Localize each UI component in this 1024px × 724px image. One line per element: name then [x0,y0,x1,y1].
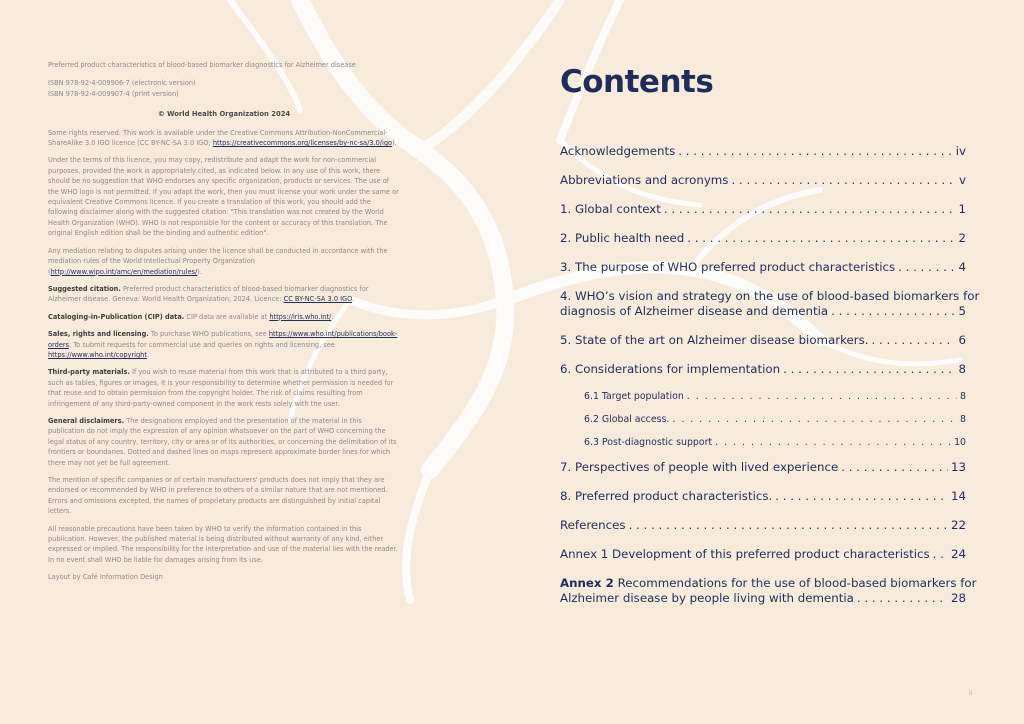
copyright-notice: © World Health Organization 2024 [157,110,291,119]
sales-paragraph: Sales, rights and licensing. To purchase WHO publications, see https://www.who.int/publications/book-orders. To submit requests for commercial use and queries on rights and licensing, see https://www.who.int/copyright. [48,330,398,359]
licence-link[interactable]: CC BY-NC-SA 3.0 IGO [283,295,353,304]
leader-dots [731,173,956,188]
toc-page-number: v [959,173,966,187]
toc-page-number: 8 [958,362,966,376]
toc-item-references[interactable]: References . . . 22 [560,518,966,533]
toc-item-annex-1[interactable]: Annex 1 Development of this preferred product characteristics . . . 24 [560,547,966,562]
toc-page-number: 4 [958,260,966,274]
toc-item-preferred-characteristics[interactable]: 8. Preferred product characteristics. . . . 14 [560,489,966,504]
isbn-block [48,78,400,99]
wipo-link[interactable]: http://www.wipo.int/amc/en/mediation/rules/ [50,267,198,276]
toc-item-annex-2[interactable]: Annex 2 Recommendations for the use of blood-based biomarkers for Alzheimer disease by people living with dementia . . . 28 [560,576,966,606]
leader-dots [783,362,955,377]
rights-paragraph: Some rights reserved. This work is available under the Creative Commons Attribution-NonCommercial-ShareAlike 3.0 IGO licence (CC BY-NC-SA 3.0 IGO; https://creativecommons.org/licenses/by-nc-sa/3.0/igo). [48,128,397,148]
terms-paragraph: Under the terms of this licence, you may copy, redistribute and adapt the work for non-commercial purposes, provided the work is appropriately cited, as indicated below. In any use of this work, there should be no suggestion that WHO endorses any specific organization, products or services. The use of the WHO logo is not permitted. If you adapt the work, then you must license your work under the same or equivalent Creative Commons licence. If you create a translation of this work, you should add the following disclaimer along with the suggested citation: "This translation was not created by the World Health Organization (WHO). WHO is not responsible for the content or accuracy of this translation. The original English edition shall be the binding and authentic edition". [48,156,399,238]
isbn-print: ISBN 978-92-4-009907-4 (print version) [48,89,179,98]
cip-paragraph: Cataloging-in-Publication (CIP) data. CIP data are available at https://iris.who.int/. [48,312,334,321]
leader-dots [687,391,957,403]
toc-page-number: 8 [960,391,966,402]
leader-dots [672,414,957,426]
creative-commons-link[interactable]: https://creativecommons.org/licenses/by-nc-sa/3.0/igo [212,139,393,148]
contents-column [560,64,980,620]
precautions-paragraph: All reasonable precautions have been taken by WHO to verify the information contained in this publication. However, the published material is being distributed without warranty of any kind, either expressed or implied. The responsibility for the interpretation and use of the material lies with the reader. In no event shall WHO be liable for damages arising from its use. [48,524,398,564]
copyright-column [48,60,400,590]
citation-paragraph: Suggested citation. Preferred product characteristics of blood-based biomarker diagnostics for Alzheimer disease. Geneva: World Health Organization; 2024. Licence: CC BY-NC-SA 3.0 IGO. [48,284,369,304]
leader-dots [841,460,948,475]
toc-page-number: iv [955,144,966,158]
toc-subitem-post-diagnostic-support[interactable]: 6.3 Post-diagnostic support . . . 10 [584,437,966,449]
toc-page-number: 5 [958,304,966,318]
iris-link[interactable]: https://iris.who.int/ [269,312,332,321]
general-disclaimers-paragraph: General disclaimers. The designations employed and the presentation of the material in this publication do not imply the expression of any opinion whatsoever on the part of WHO concerning the legal status of any country, territory, city or area or of its authorities, or concerning the delimitation of its frontiers or boundaries. Dotted and dashed lines on maps represent approximate border lines for which there may not yet be full agreement. [48,416,397,467]
toc-item-implementation[interactable]: 6. Considerations for implementation . . . 8 [560,362,966,377]
page-number: ii [969,690,973,697]
toc-item-acknowledgements[interactable]: Acknowledgements . . . iv [560,144,966,159]
publication-title-line: Preferred product characteristics of blood-based biomarker diagnostics for Alzheimer disease [48,61,356,69]
toc-page-number: 13 [950,460,966,474]
mention-paragraph: The mention of specific companies or of certain manufacturers' products does not imply that they are endorsed or recommended by WHO in preference to others of a similar nature that are not mentioned. Errors and omissions excepted, the names of proprietary products are distinguished by initial capital letters. [48,476,388,516]
toc-item-public-health-need[interactable]: 2. Public health need . . . 2 [560,231,966,246]
third-party-paragraph: Third-party materials. If you wish to reuse material from this work that is attributed to a third party, such as tables, figures or images, it is your responsibility to determine whether permission is needed for that reuse and to obtain permission from the copyright holder. The risk of claims resulting from infringement of any third-party-owned component in the work rests solely with the user. [48,368,394,408]
toc-item-state-of-art[interactable]: 5. State of the art on Alzheimer disease biomarkers. . . . 6 [560,333,966,348]
toc-subitem-global-access[interactable]: 6.2 Global access. . . . 8 [584,414,966,426]
book-orders-link[interactable]: https://www.who.int/publications/book-orders [48,330,398,349]
mediation-paragraph: Any mediation relating to disputes arising under the licence shall be conducted in accordance with the mediation rules of the World Intellectual Property Organization (http://www.wipo.int/amc/en/mediation/rules/). [48,246,388,276]
toc-page-number: 2 [958,231,966,245]
leader-dots [831,304,955,319]
copyright-link[interactable]: https://www.who.int/copyright [48,350,147,359]
toc-page-number: 28 [950,591,966,605]
leader-dots [872,333,956,348]
leader-dots [715,437,951,449]
toc-subitem-target-population[interactable]: 6.1 Target population . . . 8 [584,391,966,403]
toc-page-number: 1 [958,202,966,216]
toc-page-number: 10 [954,437,966,448]
toc-item-vision-strategy[interactable]: 4. WHO’s vision and strategy on the use of blood-based biomarkers for diagnosis of Alzheimer disease and dementia . . . 5 [560,289,966,319]
toc-page-number: 22 [950,518,966,532]
isbn-electronic: ISBN 978-92-4-009906-7 (electronic version) [48,79,196,88]
leader-dots [687,231,955,246]
leader-dots [933,547,948,562]
leader-dots [629,518,948,533]
leader-dots [678,144,952,159]
toc-page-number: 24 [950,547,966,561]
leader-dots [664,202,956,217]
page-title: Contents [560,64,714,100]
toc-page-number: 8 [960,414,966,425]
toc-item-lived-experience[interactable]: 7. Perspectives of people with lived experience . . . 13 [560,460,966,475]
leader-dots [775,489,948,504]
toc-item-global-context[interactable]: 1. Global context . . . 1 [560,202,966,217]
toc-item-purpose[interactable]: 3. The purpose of WHO preferred product characteristics . . . 4 [560,260,966,275]
toc-page-number: 14 [950,489,966,503]
leader-dots [898,260,955,275]
toc-item-abbreviations[interactable]: Abbreviations and acronyms . . . v [560,173,966,188]
toc-page-number: 6 [958,333,966,347]
leader-dots [857,591,948,606]
layout-credit: Layout by Café Information Design [48,573,163,582]
